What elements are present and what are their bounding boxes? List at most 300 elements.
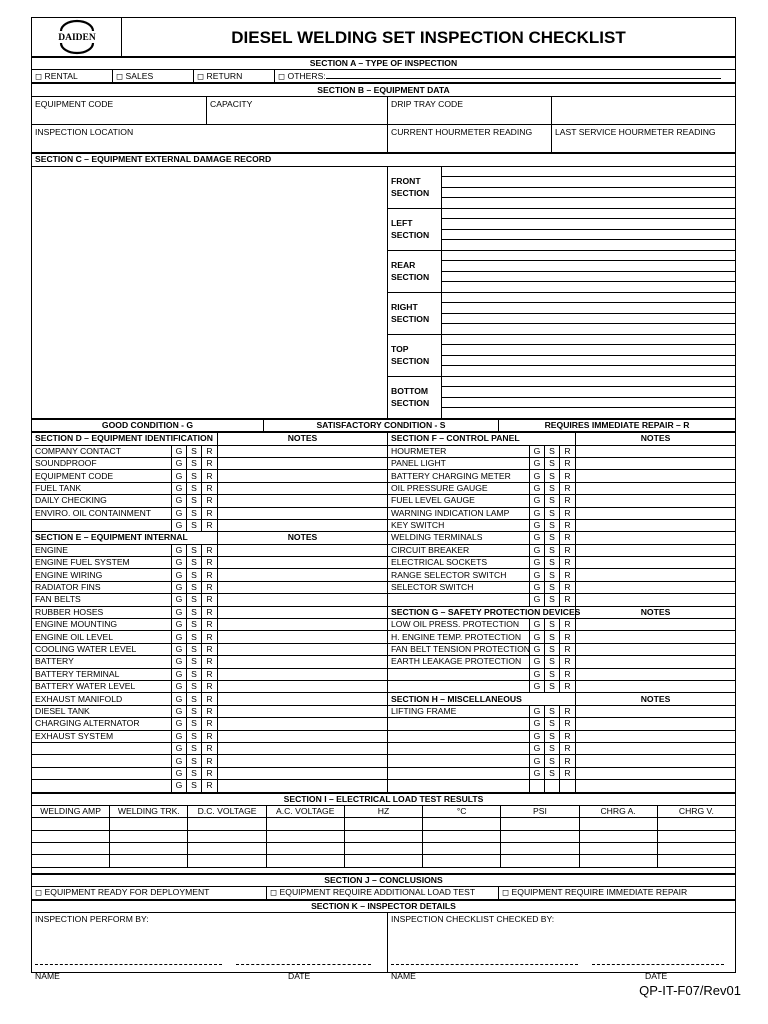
section-e-item-r-box[interactable]: R — [202, 606, 218, 618]
section-f-item-g-box[interactable]: G — [530, 544, 545, 556]
section-e-item-s-box[interactable]: S — [187, 767, 202, 779]
section-h-item-r-box[interactable]: R — [560, 742, 576, 754]
grid-row — [32, 544, 736, 556]
section-f-item-r-box[interactable]: R — [560, 470, 576, 482]
notes-cell[interactable] — [576, 532, 736, 544]
section-f-item-g-box[interactable]: G — [530, 507, 545, 519]
section-e-item-s-box[interactable]: S — [187, 594, 202, 606]
section-f-item-r-box[interactable]: R — [560, 544, 576, 556]
section-g-item-s-box[interactable]: S — [545, 680, 560, 692]
load-test-cell[interactable] — [266, 855, 344, 867]
notes-cell[interactable] — [218, 457, 388, 469]
section-g-item-s-box[interactable]: S — [545, 668, 560, 680]
section-f-item-s-box[interactable]: S — [545, 445, 560, 457]
section-e-item-r-box[interactable]: R — [202, 569, 218, 581]
section-e-item-g-box[interactable]: G — [172, 581, 187, 593]
notes-cell[interactable] — [576, 742, 736, 754]
drip-tray-code-field[interactable]: DRIP TRAY CODE — [388, 96, 552, 124]
conclusion-load-test-checkbox[interactable]: ◻ EQUIPMENT REQUIRE ADDITIONAL LOAD TEST — [267, 887, 499, 899]
section-e-item-r-box[interactable]: R — [202, 619, 218, 631]
load-test-cell[interactable] — [344, 855, 422, 867]
conclusion-ready-checkbox[interactable]: ◻ EQUIPMENT READY FOR DEPLOYMENT — [32, 887, 267, 899]
notes-cell[interactable] — [576, 457, 736, 469]
checked-by-name-line[interactable] — [391, 963, 578, 965]
load-test-cell[interactable] — [266, 818, 344, 830]
notes-cell[interactable] — [576, 482, 736, 494]
grid-row — [32, 581, 736, 593]
conclusion-repair-checkbox[interactable]: ◻ EQUIPMENT REQUIRE IMMEDIATE REPAIR — [499, 887, 736, 899]
load-test-cell[interactable] — [423, 830, 501, 842]
section-e-item-r-box[interactable]: R — [202, 631, 218, 643]
section-d-item-s-box[interactable]: S — [187, 519, 202, 531]
section-f-item-s-box[interactable]: S — [545, 581, 560, 593]
load-test-cell[interactable] — [32, 818, 110, 830]
section-d-item-g-box[interactable]: G — [172, 519, 187, 531]
drip-tray-code-value[interactable] — [552, 96, 736, 124]
section-d-item-g-box[interactable]: G — [172, 495, 187, 507]
load-test-cell[interactable] — [344, 830, 422, 842]
notes-cell[interactable] — [218, 445, 388, 457]
section-f-item-g-box[interactable]: G — [530, 532, 545, 544]
section-h-item-g-box[interactable]: G — [530, 718, 545, 730]
company-logo — [32, 18, 122, 57]
notes-cell[interactable] — [576, 445, 736, 457]
notes-cell[interactable] — [218, 631, 388, 643]
section-d-item: DAILY CHECKING — [32, 495, 172, 507]
notes-cell[interactable] — [576, 619, 736, 631]
section-f-item-s-box[interactable]: S — [545, 594, 560, 606]
notes-cell[interactable] — [576, 581, 736, 593]
load-test-cell[interactable] — [579, 843, 657, 855]
notes-cell[interactable] — [218, 557, 388, 569]
section-e-item-g-box[interactable]: G — [172, 619, 187, 631]
section-e-item-s-box[interactable]: S — [187, 718, 202, 730]
notes-cell[interactable] — [576, 544, 736, 556]
section-f-item-r-box[interactable]: R — [560, 569, 576, 581]
section-d-item-s-box[interactable]: S — [187, 470, 202, 482]
section-h-item-g-box[interactable]: G — [530, 705, 545, 717]
bottom-section-lines[interactable] — [442, 376, 736, 418]
section-g-item-r-box[interactable]: R — [560, 680, 576, 692]
section-e-item-s-box[interactable]: S — [187, 705, 202, 717]
section-e-item-s-box[interactable]: S — [187, 780, 202, 792]
section-g-item-g-box[interactable]: G — [530, 668, 545, 680]
section-d-item-r-box[interactable]: R — [202, 519, 218, 531]
load-test-cell[interactable] — [110, 855, 188, 867]
checklist-form — [31, 17, 736, 982]
notes-cell[interactable] — [576, 470, 736, 482]
notes-cell[interactable] — [218, 718, 388, 730]
load-test-cell[interactable] — [501, 830, 579, 842]
checkbox-rental[interactable]: ◻ RENTAL — [32, 70, 113, 83]
section-g-item-r-box[interactable]: R — [560, 643, 576, 655]
section-e-item-r-box[interactable]: R — [202, 693, 218, 705]
others-underline[interactable] — [326, 70, 721, 79]
inspection-location-field[interactable]: INSPECTION LOCATION — [32, 124, 388, 152]
section-e-item-s-box[interactable]: S — [187, 619, 202, 631]
section-e-item-r-box[interactable]: R — [202, 643, 218, 655]
section-e-item-s-box[interactable]: S — [187, 680, 202, 692]
notes-cell[interactable] — [218, 495, 388, 507]
section-e-item-r-box[interactable]: R — [202, 557, 218, 569]
section-e-item-r-box[interactable]: R — [202, 668, 218, 680]
notes-cell[interactable] — [576, 507, 736, 519]
section-e-item-r-box[interactable]: R — [202, 742, 218, 754]
section-f-item-s-box[interactable]: S — [545, 557, 560, 569]
equipment-code-field[interactable]: EQUIPMENT CODE — [32, 96, 207, 124]
section-f-item-r-box[interactable]: R — [560, 445, 576, 457]
load-test-cell[interactable] — [110, 818, 188, 830]
section-f-item-g-box[interactable]: G — [530, 457, 545, 469]
notes-cell[interactable] — [218, 619, 388, 631]
checkbox-sales[interactable]: ◻ SALES — [113, 70, 194, 83]
section-g-item-s-box[interactable]: S — [545, 643, 560, 655]
performed-by-name-line[interactable] — [35, 963, 222, 965]
section-e-item-r-box[interactable]: R — [202, 755, 218, 767]
section-d-item-g-box[interactable]: G — [172, 507, 187, 519]
section-g-item-g-box[interactable]: G — [530, 619, 545, 631]
section-e-item-s-box[interactable]: S — [187, 656, 202, 668]
section-d-item-g-box[interactable]: G — [172, 457, 187, 469]
grid-row — [32, 445, 736, 457]
section-g-item-g-box[interactable]: G — [530, 656, 545, 668]
load-test-column-header: PSI — [501, 805, 579, 817]
section-e-item-g-box[interactable]: G — [172, 718, 187, 730]
load-test-cell[interactable] — [579, 818, 657, 830]
notes-cell[interactable] — [576, 767, 736, 779]
section-e-item-g-box[interactable]: G — [172, 569, 187, 581]
section-d-item-g-box[interactable]: G — [172, 445, 187, 457]
section-e-item-s-box[interactable]: S — [187, 581, 202, 593]
load-test-cell[interactable] — [579, 855, 657, 867]
section-e-item-g-box[interactable]: G — [172, 705, 187, 717]
section-f-item-r-box[interactable]: R — [560, 457, 576, 469]
checkbox-return[interactable]: ◻ RETURN — [194, 70, 275, 83]
load-test-cell[interactable] — [188, 830, 266, 842]
section-f-item-s-box[interactable]: S — [545, 544, 560, 556]
section-e-item-r-box[interactable]: R — [202, 780, 218, 792]
section-f-item-g-box[interactable]: G — [530, 470, 545, 482]
section-f-item-r-box[interactable]: R — [560, 482, 576, 494]
section-e-item-r-box[interactable]: R — [202, 718, 218, 730]
section-e-item-s-box[interactable]: S — [187, 606, 202, 618]
notes-cell[interactable] — [218, 668, 388, 680]
section-e-item-g-box[interactable]: G — [172, 755, 187, 767]
right-section-lines[interactable] — [442, 292, 736, 334]
section-f-item-g-box[interactable]: G — [530, 569, 545, 581]
section-d-item-r-box[interactable]: R — [202, 482, 218, 494]
notes-cell[interactable] — [218, 507, 388, 519]
section-e-item-g-box[interactable]: G — [172, 631, 187, 643]
section-e-item: CHARGING ALTERNATOR — [32, 718, 172, 730]
section-f-item-s-box[interactable]: S — [545, 457, 560, 469]
front-section-lines[interactable] — [442, 166, 736, 208]
section-f-item-g-box[interactable]: G — [530, 581, 545, 593]
section-d-item-r-box[interactable]: R — [202, 507, 218, 519]
top-section-lines[interactable] — [442, 334, 736, 376]
section-e-item-g-box[interactable]: G — [172, 730, 187, 742]
notes-cell[interactable] — [218, 569, 388, 581]
notes-cell[interactable] — [576, 643, 736, 655]
notes-cell[interactable] — [218, 680, 388, 692]
section-e-item: RUBBER HOSES — [32, 606, 172, 618]
section-h-item-r-box[interactable]: R — [560, 755, 576, 767]
section-f-item-s-box[interactable]: S — [545, 507, 560, 519]
section-e-item-s-box[interactable]: S — [187, 569, 202, 581]
notes-cell[interactable] — [576, 594, 736, 606]
section-e-item-s-box[interactable]: S — [187, 742, 202, 754]
section-f-item: HOURMETER — [388, 445, 530, 457]
notes-cell[interactable] — [218, 544, 388, 556]
load-test-cell[interactable] — [110, 843, 188, 855]
section-f-item-s-box[interactable]: S — [545, 470, 560, 482]
load-test-cell[interactable] — [344, 818, 422, 830]
load-test-cell[interactable] — [501, 855, 579, 867]
section-d-item: SOUNDPROOF — [32, 457, 172, 469]
notes-cell[interactable] — [218, 606, 388, 618]
grid-row — [32, 507, 736, 519]
notes-cell[interactable] — [218, 581, 388, 593]
performed-by-signature-block[interactable] — [32, 913, 388, 982]
load-test-cell[interactable] — [423, 843, 501, 855]
section-e-item-r-box[interactable]: R — [202, 730, 218, 742]
checkbox-others[interactable] — [275, 70, 736, 83]
section-f-item-g-box[interactable]: G — [530, 557, 545, 569]
notes-cell[interactable] — [218, 470, 388, 482]
load-test-cell[interactable] — [188, 818, 266, 830]
section-e-item-r-box[interactable]: R — [202, 680, 218, 692]
section-e-item-g-box[interactable]: G — [172, 643, 187, 655]
load-test-cell[interactable] — [110, 830, 188, 842]
notes-cell[interactable] — [576, 557, 736, 569]
notes-cell[interactable] — [218, 693, 388, 705]
damage-sketch-area[interactable] — [32, 166, 388, 418]
section-h-item-s-box[interactable]: S — [545, 705, 560, 717]
load-test-cell[interactable] — [344, 843, 422, 855]
checked-by-date-line[interactable] — [592, 963, 724, 965]
section-g-item-g-box[interactable]: G — [530, 631, 545, 643]
section-h-item-g-box[interactable]: G — [530, 767, 545, 779]
section-f-item-g-box[interactable]: G — [530, 594, 545, 606]
section-e-item-r-box[interactable]: R — [202, 656, 218, 668]
load-test-cell[interactable] — [657, 818, 735, 830]
section-j-table — [31, 874, 736, 900]
section-h-item-g-box[interactable]: G — [530, 742, 545, 754]
section-f-item-s-box[interactable]: S — [545, 519, 560, 531]
load-test-cell[interactable] — [657, 830, 735, 842]
section-h-item-s-box[interactable]: S — [545, 755, 560, 767]
load-test-cell[interactable] — [32, 830, 110, 842]
section-h-item-r-box[interactable]: R — [560, 767, 576, 779]
capacity-field[interactable]: CAPACITY — [207, 96, 388, 124]
section-f-item-r-box[interactable]: R — [560, 532, 576, 544]
section-h-item-r-box[interactable]: R — [560, 718, 576, 730]
section-d-item-g-box[interactable]: G — [172, 470, 187, 482]
section-g-item-r-box[interactable]: R — [560, 668, 576, 680]
load-test-cell[interactable] — [188, 843, 266, 855]
section-d-item-r-box[interactable]: R — [202, 470, 218, 482]
left-section-lines[interactable] — [442, 208, 736, 250]
notes-cell[interactable] — [218, 780, 388, 792]
section-g-item: LOW OIL PRESS. PROTECTION — [388, 619, 530, 631]
section-d-title: SECTION D – EQUIPMENT IDENTIFICATION — [32, 433, 218, 445]
section-f-item-g-box[interactable]: G — [530, 482, 545, 494]
section-f-item-g-box[interactable]: G — [530, 495, 545, 507]
section-f-item-r-box[interactable]: R — [560, 507, 576, 519]
section-f-item-s-box[interactable]: S — [545, 482, 560, 494]
section-d-item-s-box[interactable]: S — [187, 457, 202, 469]
section-e-item-g-box[interactable]: G — [172, 544, 187, 556]
section-h-item-g-box[interactable]: G — [530, 755, 545, 767]
section-h-item-s-box[interactable]: S — [545, 730, 560, 742]
section-e-item-g-box[interactable]: G — [172, 742, 187, 754]
notes-cell[interactable] — [218, 755, 388, 767]
section-f-item-r-box[interactable]: R — [560, 557, 576, 569]
section-g-item-s-box[interactable]: S — [545, 656, 560, 668]
front-section-label: FRONT SECTION — [388, 166, 442, 208]
notes-cell[interactable] — [576, 668, 736, 680]
section-e-item-s-box[interactable]: S — [187, 668, 202, 680]
section-g-item-s-box[interactable]: S — [545, 619, 560, 631]
section-e-item-g-box[interactable]: G — [172, 767, 187, 779]
section-e-item-s-box[interactable]: S — [187, 693, 202, 705]
section-g-item-g-box[interactable]: G — [530, 680, 545, 692]
section-e-item-g-box[interactable]: G — [172, 606, 187, 618]
section-e-item-s-box[interactable]: S — [187, 557, 202, 569]
section-e-item-g-box[interactable]: G — [172, 656, 187, 668]
section-e-item-g-box[interactable]: G — [172, 780, 187, 792]
load-test-cell[interactable] — [266, 843, 344, 855]
notes-cell[interactable] — [218, 519, 388, 531]
section-f-item: WELDING TERMINALS — [388, 532, 530, 544]
section-f-item-s-box[interactable]: S — [545, 569, 560, 581]
rear-section-lines[interactable] — [442, 250, 736, 292]
section-e-item-s-box[interactable]: S — [187, 643, 202, 655]
section-h-item-r-box[interactable]: R — [560, 705, 576, 717]
section-e-item-r-box[interactable]: R — [202, 581, 218, 593]
section-e-item-g-box[interactable]: G — [172, 668, 187, 680]
section-g-item-r-box[interactable]: R — [560, 656, 576, 668]
notes-cell[interactable] — [576, 718, 736, 730]
section-f-item-g-box[interactable]: G — [530, 519, 545, 531]
last-service-hourmeter-field[interactable]: LAST SERVICE HOURMETER READING — [552, 124, 736, 152]
load-test-cell[interactable] — [657, 843, 735, 855]
section-d-item-s-box[interactable]: S — [187, 495, 202, 507]
load-test-cell[interactable] — [32, 855, 110, 867]
section-e-item-r-box[interactable]: R — [202, 767, 218, 779]
section-e-item-s-box[interactable]: S — [187, 631, 202, 643]
section-e-item-g-box[interactable]: G — [172, 594, 187, 606]
section-f-item-r-box[interactable]: R — [560, 581, 576, 593]
notes-cell[interactable] — [218, 742, 388, 754]
section-d-item-g-box[interactable]: G — [172, 482, 187, 494]
notes-cell[interactable] — [576, 730, 736, 742]
notes-cell[interactable] — [218, 656, 388, 668]
section-h-item-s-box[interactable]: S — [545, 718, 560, 730]
section-h-item — [388, 718, 530, 730]
section-f-item-r-box[interactable]: R — [560, 519, 576, 531]
section-f-item-r-box[interactable]: R — [560, 594, 576, 606]
section-e-item-g-box[interactable]: G — [172, 693, 187, 705]
notes-cell[interactable] — [576, 631, 736, 643]
load-test-cell[interactable] — [501, 818, 579, 830]
section-f-item-s-box[interactable]: S — [545, 495, 560, 507]
section-j-title: SECTION J – CONCLUSIONS — [32, 874, 736, 886]
section-h-item-r-box[interactable]: R — [560, 730, 576, 742]
load-test-cell[interactable] — [423, 818, 501, 830]
load-test-cell[interactable] — [188, 855, 266, 867]
grid-row — [32, 705, 736, 717]
notes-cell[interactable] — [218, 767, 388, 779]
section-e-item-r-box[interactable]: R — [202, 594, 218, 606]
section-g-item-g-box[interactable]: G — [530, 643, 545, 655]
load-test-cell[interactable] — [579, 830, 657, 842]
notes-cell[interactable] — [576, 519, 736, 531]
section-h-item-g-box[interactable]: G — [530, 730, 545, 742]
notes-cell[interactable] — [218, 730, 388, 742]
notes-cell[interactable] — [576, 705, 736, 717]
section-e-item-r-box[interactable]: R — [202, 544, 218, 556]
section-d-item-s-box[interactable]: S — [187, 482, 202, 494]
load-test-cell[interactable] — [32, 843, 110, 855]
section-e-item-s-box[interactable]: S — [187, 544, 202, 556]
section-e-item-r-box[interactable]: R — [202, 705, 218, 717]
section-h-item-s-box[interactable]: S — [545, 767, 560, 779]
notes-cell[interactable] — [576, 755, 736, 767]
section-e-item-g-box[interactable]: G — [172, 557, 187, 569]
notes-cell[interactable] — [576, 680, 736, 692]
section-e-item: EXHAUST SYSTEM — [32, 730, 172, 742]
notes-cell[interactable] — [218, 482, 388, 494]
notes-cell[interactable] — [218, 594, 388, 606]
section-d-item-s-box[interactable]: S — [187, 445, 202, 457]
section-d-item-r-box[interactable]: R — [202, 495, 218, 507]
notes-cell[interactable] — [576, 569, 736, 581]
section-e-item-s-box[interactable]: S — [187, 755, 202, 767]
notes-cell[interactable] — [576, 495, 736, 507]
section-f-item-s-box[interactable]: S — [545, 532, 560, 544]
load-test-cell[interactable] — [266, 830, 344, 842]
section-d-item: EQUIPMENT CODE — [32, 470, 172, 482]
grid-row — [32, 532, 736, 544]
notes-cell[interactable] — [576, 656, 736, 668]
section-e-item-s-box[interactable]: S — [187, 730, 202, 742]
legend-good: GOOD CONDITION - G — [32, 419, 264, 431]
checked-by-signature-block[interactable] — [388, 913, 736, 982]
section-g-item-s-box[interactable]: S — [545, 631, 560, 643]
section-f-item — [388, 594, 530, 606]
performed-by-date-line[interactable] — [236, 963, 371, 965]
section-d-item-s-box[interactable]: S — [187, 507, 202, 519]
load-test-cell[interactable] — [501, 843, 579, 855]
notes-cell[interactable] — [218, 643, 388, 655]
current-hourmeter-field[interactable]: CURRENT HOURMETER READING — [388, 124, 552, 152]
section-d-item-r-box[interactable]: R — [202, 457, 218, 469]
notes-cell[interactable] — [218, 705, 388, 717]
section-f-item-g-box[interactable]: G — [530, 445, 545, 457]
load-test-cell[interactable] — [423, 855, 501, 867]
section-d-item-r-box[interactable]: R — [202, 445, 218, 457]
section-h-item-s-box[interactable]: S — [545, 742, 560, 754]
section-g-item-r-box[interactable]: R — [560, 631, 576, 643]
grid-row — [32, 656, 736, 668]
load-test-cell[interactable] — [657, 855, 735, 867]
section-g-item-r-box[interactable]: R — [560, 619, 576, 631]
form-title: DIESEL WELDING SET INSPECTION CHECKLIST — [122, 18, 736, 57]
section-e-item: DIESEL TANK — [32, 705, 172, 717]
section-e-item-g-box[interactable]: G — [172, 680, 187, 692]
section-f-item-r-box[interactable]: R — [560, 495, 576, 507]
